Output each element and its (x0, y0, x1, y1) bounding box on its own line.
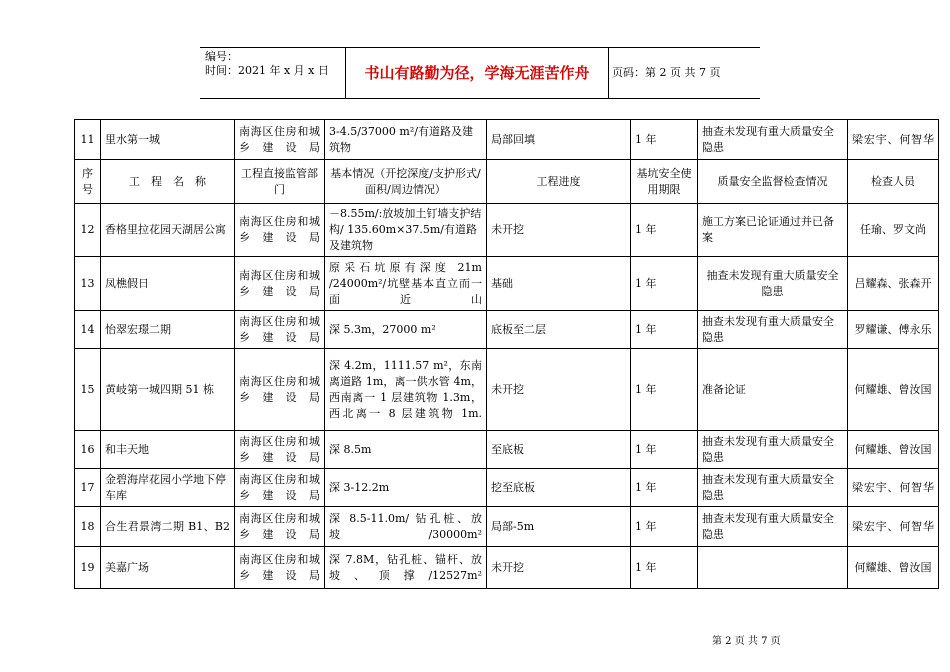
cell-dept: 南海区住房和城乡建设局 (235, 547, 325, 589)
cell-check: 施工方案已论证通过并已备案 (698, 204, 848, 257)
column-header-basic: 基本情况（开挖深度/支护形式/面积/周边情况） (325, 160, 487, 204)
cell-dept: 南海区住房和城乡建设局 (235, 257, 325, 311)
motto: 书山有路勤为径，学海无涯苦作舟 (364, 64, 590, 82)
column-header-progress: 工程进度 (487, 160, 631, 204)
page-header (200, 47, 760, 99)
cell-inspector: 吕耀森、张森开 (848, 257, 939, 311)
cell-no: 19 (75, 547, 101, 589)
cell-check: 抽查未发现有重大质量安全隐患 (698, 257, 848, 311)
cell-progress: 基础 (487, 257, 631, 311)
cell-no: 17 (75, 469, 101, 507)
cell-progress: 局部-5m (487, 507, 631, 547)
cell-period: 1 年 (631, 120, 698, 160)
cell-name: 美嘉广场 (101, 547, 235, 589)
cell-progress: 未开挖 (487, 547, 631, 589)
cell-progress: 至底板 (487, 431, 631, 469)
cell-name: 合生君景湾二期 B1、B2 (101, 507, 235, 547)
cell-basic: 深 4.2m，1111.57 m²，东南离道路 1m，离一供水管 4m，西南离一 1 层建筑物 1.3m，西北离一 8 层建筑物 1m. (325, 349, 487, 431)
cell-name: 凤樵假日 (101, 257, 235, 311)
table-row (75, 349, 939, 431)
cell-no: 11 (75, 120, 101, 160)
cell-basic: 深 8.5m (325, 431, 487, 469)
cell-dept: 南海区住房和城乡建设局 (235, 204, 325, 257)
cell-inspector: 梁宏宇、何智华 (848, 120, 939, 160)
cell-basic: 深 8.5-11.0m/ 钻孔桩、放坡/30000m² (325, 507, 487, 547)
cell-period: 1 年 (631, 204, 698, 257)
table-header-row (75, 160, 939, 204)
cell-no: 16 (75, 431, 101, 469)
cell-period: 1 年 (631, 469, 698, 507)
cell-dept: 南海区住房和城乡建设局 (235, 120, 325, 160)
cell-progress: 挖至底板 (487, 469, 631, 507)
cell-progress: 未开挖 (487, 204, 631, 257)
table-row (75, 120, 939, 160)
cell-basic: 深 3-12.2m (325, 469, 487, 507)
header-divider (608, 48, 609, 98)
column-header-period: 基坑安全使用期限 (631, 160, 698, 204)
cell-period: 1 年 (631, 431, 698, 469)
cell-check (698, 547, 848, 589)
cell-name: 怡翠宏璟二期 (101, 311, 235, 349)
column-header-inspector: 检查人员 (848, 160, 939, 204)
cell-dept: 南海区住房和城乡建设局 (235, 311, 325, 349)
cell-progress: 未开挖 (487, 349, 631, 431)
cell-inspector: 何耀雄、曾汝国 (848, 431, 939, 469)
cell-dept: 南海区住房和城乡建设局 (235, 431, 325, 469)
table-row (75, 507, 939, 547)
cell-period: 1 年 (631, 547, 698, 589)
cell-no: 14 (75, 311, 101, 349)
cell-period: 1 年 (631, 311, 698, 349)
cell-name: 和丰天地 (101, 431, 235, 469)
cell-progress: 局部回填 (487, 120, 631, 160)
table-row (75, 431, 939, 469)
table-row (75, 204, 939, 257)
cell-no: 15 (75, 349, 101, 431)
page-footer: 第 2 页 共 7 页 (712, 636, 781, 647)
header-meta (205, 50, 345, 78)
cell-basic: 原采石坑原有深度 21m /24000m²/坑壁基本直立而一面近山 (325, 257, 487, 311)
table-row (75, 547, 939, 589)
cell-no: 13 (75, 257, 101, 311)
cell-check: 抽查未发现有重大质量安全隐患 (698, 120, 848, 160)
column-header-name: 工 程 名 称 (101, 160, 235, 204)
cell-dept: 南海区住房和城乡建设局 (235, 349, 325, 431)
table-row (75, 311, 939, 349)
cell-progress: 底板至二层 (487, 311, 631, 349)
page-label: 页码：第 2 页 共 7 页 (612, 66, 721, 79)
cell-check: 准备论证 (698, 349, 848, 431)
number-label: 编号： (205, 50, 238, 63)
cell-basic: －8.55m/:放坡加土钉墙支护结构/ 135.60m×37.5m/有道路及建筑物 (325, 204, 487, 257)
inspection-table (74, 119, 939, 589)
cell-period: 1 年 (631, 257, 698, 311)
cell-basic: 深 5.3m，27000 m² (325, 311, 487, 349)
cell-inspector: 何耀雄、曾汝国 (848, 547, 939, 589)
column-header-check: 质量安全监督检查情况 (698, 160, 848, 204)
cell-inspector: 何耀雄、曾汝国 (848, 349, 939, 431)
cell-inspector: 罗耀谦、傅永乐 (848, 311, 939, 349)
cell-dept: 南海区住房和城乡建设局 (235, 507, 325, 547)
cell-period: 1 年 (631, 349, 698, 431)
cell-check: 抽查未发现有重大质量安全隐患 (698, 469, 848, 507)
cell-basic: 深 7.8M，钻孔桩、锚杆、放坡、顶撑/12527m² (325, 547, 487, 589)
cell-basic: 3-4.5/37000 m²/有道路及建筑物 (325, 120, 487, 160)
column-header-dept: 工程直接监管部门 (235, 160, 325, 204)
column-header-no: 序号 (75, 160, 101, 204)
cell-name: 黄岐第一城四期 51 栋 (101, 349, 235, 431)
cell-check: 抽查未发现有重大质量安全隐患 (698, 507, 848, 547)
cell-period: 1 年 (631, 507, 698, 547)
table-row (75, 257, 939, 311)
time-label: 时间：2021 年 x 月 x 日 (205, 64, 329, 77)
cell-dept: 南海区住房和城乡建设局 (235, 469, 325, 507)
cell-check: 抽查未发现有重大质量安全隐患 (698, 311, 848, 349)
cell-check: 抽查未发现有重大质量安全隐患 (698, 431, 848, 469)
cell-inspector: 任瑜、罗文尚 (848, 204, 939, 257)
cell-no: 12 (75, 204, 101, 257)
cell-inspector: 梁宏宇、何智华 (848, 507, 939, 547)
cell-inspector: 梁宏宇、何智华 (848, 469, 939, 507)
table-row (75, 469, 939, 507)
cell-no: 18 (75, 507, 101, 547)
cell-name: 里水第一城 (101, 120, 235, 160)
cell-name: 香格里拉花园天湖居公寓 (101, 204, 235, 257)
cell-name: 金碧海岸花园小学地下停车库 (101, 469, 235, 507)
